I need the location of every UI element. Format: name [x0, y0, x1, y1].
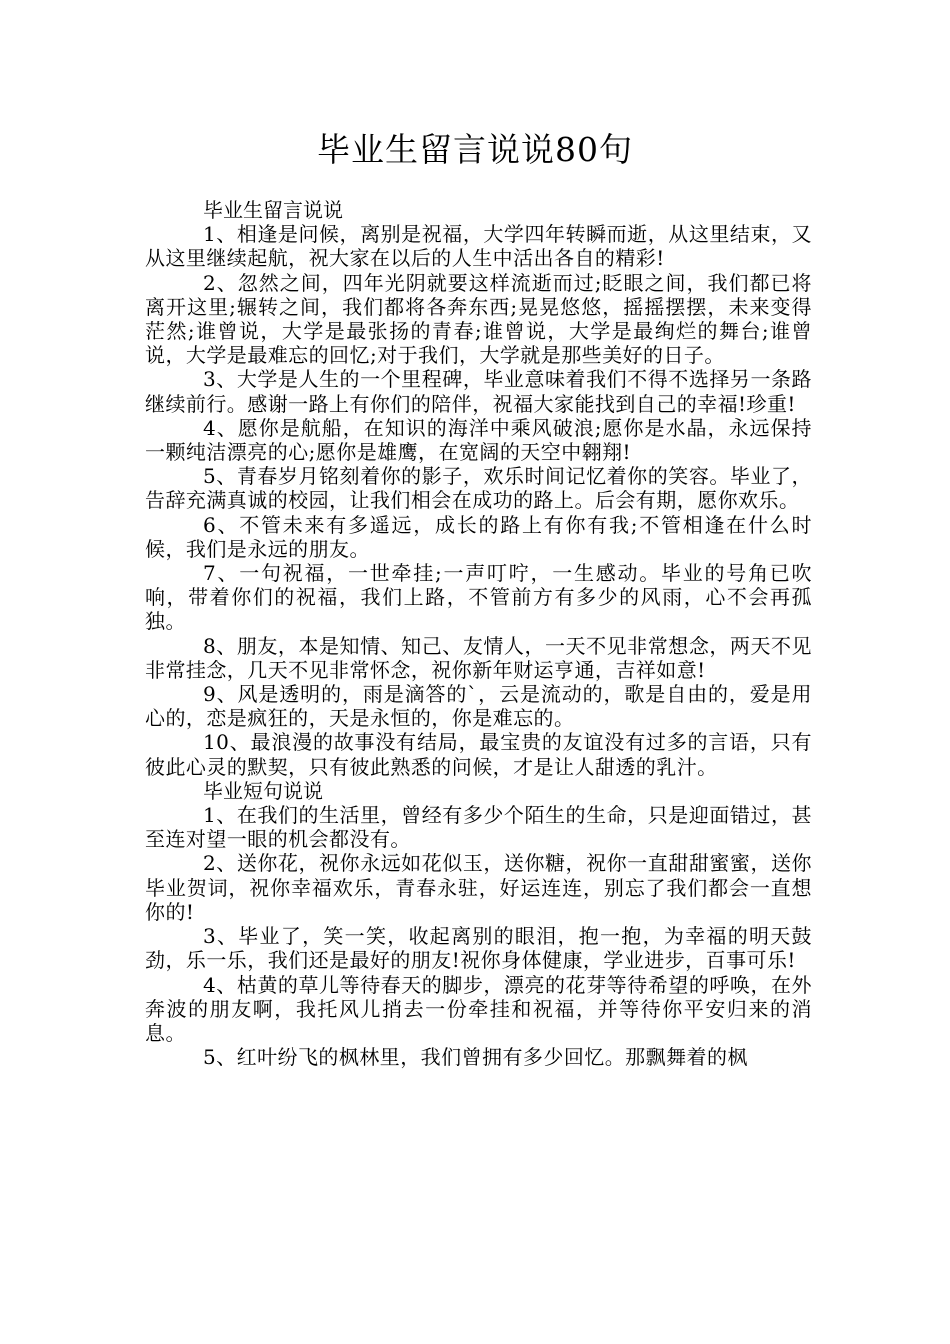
paragraph: 2、忽然之间，四年光阴就要这样流逝而过;眨眼之间，我们都已将离开这里;辗转之间，我们都将各奔东西;晃晃悠悠，摇摇摆摆，未来变得茫然;谁曾说，大学是最张扬的青春;谁曾说，大学是最绚烂的舞台;谁曾说，大学是最难忘的回忆;对于我们，大学就是那些美好的日子。 — [145, 270, 812, 368]
paragraph: 2、送你花，祝你永远如花似玉，送你糖，祝你一直甜甜蜜蜜，送你毕业贺词，祝你幸福欢乐，青春永驻，好运连连，别忘了我们都会一直想你的! — [145, 851, 812, 924]
paragraph: 1、相逢是问候，离别是祝福，大学四年转瞬而逝，从这里结束，又从这里继续起航，祝大家在以后的人生中活出各自的精彩! — [145, 222, 812, 271]
document-title: 毕业生留言说说80句 — [317, 130, 633, 169]
section-heading: 毕业生留言说说 — [203, 198, 343, 222]
paragraph: 10、最浪漫的故事没有结局，最宝贵的友谊没有过多的言语，只有彼此心灵的默契，只有彼此熟悉的问候，才是让人甜透的乳汁。 — [145, 730, 812, 779]
paragraph: 8、朋友，本是知情、知己、友情人，一天不见非常想念，两天不见非常挂念，几天不见非常怀念，祝你新年财运亨通，吉祥如意! — [145, 633, 812, 682]
paragraph: 6、不管未来有多遥远，成长的路上有你有我;不管相逢在什么时候，我们是永远的朋友。 — [145, 512, 812, 561]
paragraph: 3、大学是人生的一个里程碑，毕业意味着我们不得不选择另一条路继续前行。感谢一路上有你们的陪伴，祝福大家能找到自己的幸福!珍重! — [145, 367, 812, 416]
paragraph: 5、青春岁月铭刻着你的影子，欢乐时间记忆着你的笑容。毕业了，告辞充满真诚的校园，让我们相会在成功的路上。后会有期，愿你欢乐。 — [145, 464, 812, 513]
paragraph: 5、红叶纷飞的枫林里，我们曾拥有多少回忆。那飘舞着的枫 — [203, 1045, 748, 1070]
paragraph: 3、毕业了，笑一笑，收起离别的眼泪，抱一抱，为幸福的明天鼓劲，乐一乐，我们还是最好的朋友!祝你身体健康，学业进步，百事可乐! — [145, 924, 812, 973]
paragraph: 7、一句祝福，一世牵挂;一声叮咛，一生感动。毕业的号角已吹响，带着你们的祝福，我们上路，不管前方有多少的风雨，心不会再孤独。 — [145, 561, 812, 634]
paragraph: 4、愿你是航船，在知识的海洋中乘风破浪;愿你是水晶，永远保持一颗纯洁漂亮的心;愿你是雄鹰，在宽阔的天空中翱翔! — [145, 415, 812, 465]
paragraph: 1、在我们的生活里，曾经有多少个陌生的生命，只是迎面错过，甚至连对望一眼的机会都没有。 — [145, 803, 812, 852]
paragraph: 9、风是透明的，雨是滴答的`，云是流动的，歌是自由的，爱是用心的，恋是疯狂的，天是永恒的，你是难忘的。 — [145, 682, 812, 731]
section-heading: 毕业短句说说 — [203, 778, 323, 803]
paragraph: 4、枯黄的草儿等待春天的脚步，漂亮的花芽等待希望的呼唤，在外奔波的朋友啊，我托风儿捎去一份牵挂和祝福，并等待你平安归来的消息。 — [145, 972, 812, 1045]
document-body — [145, 198, 812, 1069]
